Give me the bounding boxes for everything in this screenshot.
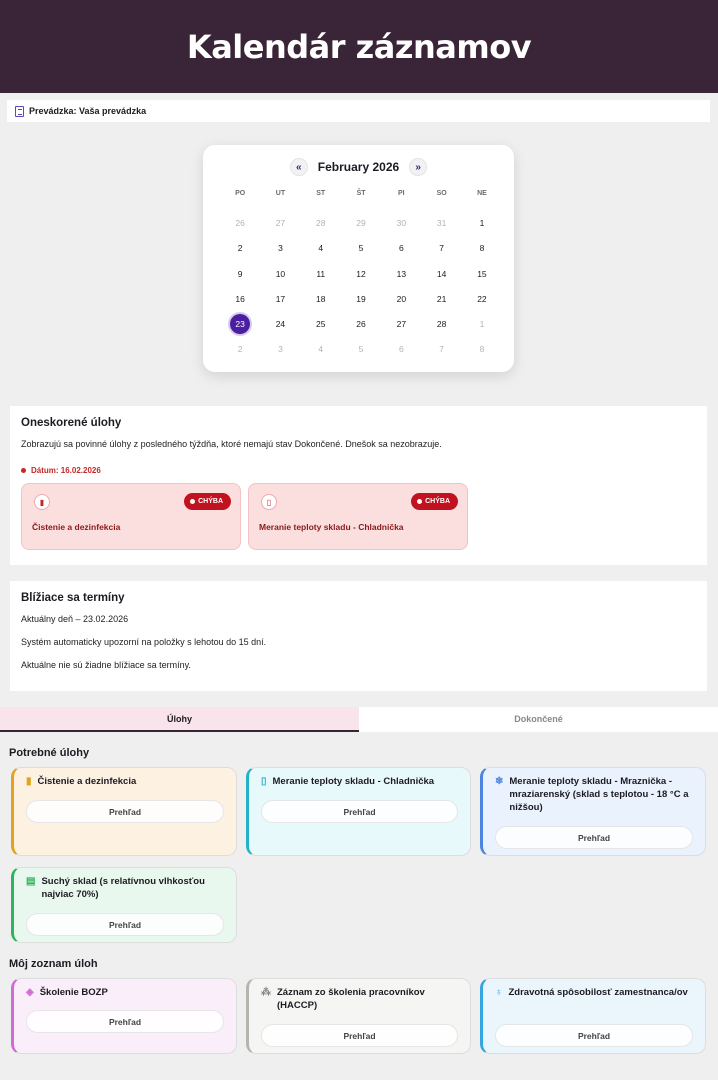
calendar-day[interactable]: 12 bbox=[356, 268, 366, 279]
task-name: Školenie BOZP bbox=[39, 987, 108, 998]
overdue-date bbox=[21, 466, 696, 475]
calendar-day[interactable]: 16 bbox=[235, 293, 245, 304]
overdue-description: Zobrazujú sa povinné úlohy z posledného týždňa, ktoré nemajú stav Dokončené. Dnešok sa nezobrazuje. bbox=[21, 439, 442, 449]
task-card[interactable] bbox=[246, 978, 471, 1054]
calendar-day[interactable]: 3 bbox=[278, 243, 283, 254]
page-header bbox=[0, 0, 718, 93]
calendar-day[interactable]: 5 bbox=[358, 243, 364, 254]
calendar-grid bbox=[220, 185, 502, 363]
calendar-day[interactable]: 3 bbox=[278, 344, 283, 355]
overdue-date-label: Dátum: 16.02.2026 bbox=[31, 466, 101, 475]
tab-tasks[interactable]: Úlohy bbox=[0, 707, 359, 732]
my-tasks-title: Môj zoznam úloh bbox=[9, 958, 98, 970]
calendar-day-selected[interactable]: 23 bbox=[220, 312, 260, 337]
calendar-day[interactable]: 4 bbox=[318, 243, 324, 254]
calendar-day[interactable]: 22 bbox=[477, 293, 487, 304]
overview-button[interactable]: Prehľad bbox=[26, 913, 224, 936]
training-group-icon: ⁂ bbox=[261, 987, 271, 998]
weekday-label: ŠT bbox=[356, 190, 366, 197]
calendar-day[interactable]: 27 bbox=[275, 218, 286, 228]
upcoming-title: Blížiace sa termíny bbox=[21, 592, 125, 604]
calendar-day[interactable]: 24 bbox=[275, 319, 286, 330]
calendar-day[interactable]: 6 bbox=[398, 243, 404, 254]
weekday-label: SO bbox=[436, 190, 447, 197]
calendar-day[interactable]: 15 bbox=[477, 268, 487, 279]
date-dot-icon bbox=[21, 468, 26, 473]
spray-bottle-icon: ▮ bbox=[26, 776, 32, 787]
calendar-day[interactable]: 31 bbox=[436, 218, 447, 228]
calendar-day[interactable]: 13 bbox=[396, 268, 407, 279]
stethoscope-icon: ♁ bbox=[495, 987, 503, 998]
overview-button[interactable]: Prehľad bbox=[261, 800, 458, 823]
overview-button[interactable]: Prehľad bbox=[26, 1010, 224, 1033]
task-name: Suchý sklad (s relatívnou vlhkosťou najviac 70%) bbox=[41, 876, 205, 900]
calendar-day[interactable]: 8 bbox=[479, 344, 485, 355]
calendar-day[interactable]: 30 bbox=[396, 218, 407, 228]
calendar-header bbox=[203, 157, 514, 177]
overview-button[interactable]: Prehľad bbox=[495, 1024, 693, 1047]
task-name: Záznam zo školenia pracovníkov (HACCP) bbox=[277, 987, 425, 1011]
upcoming-deadlines-panel bbox=[10, 581, 707, 691]
overdue-title: Oneskorené úlohy bbox=[21, 417, 122, 429]
fridge-icon: ▯ bbox=[261, 776, 267, 787]
facility-label: Prevádzka: Vaša prevádzka bbox=[29, 106, 147, 116]
spray-bottle-icon: ▮ bbox=[34, 494, 50, 510]
task-card[interactable] bbox=[11, 767, 237, 856]
calendar-day[interactable]: 1 bbox=[479, 319, 485, 330]
calendar-day[interactable]: 8 bbox=[479, 243, 485, 254]
calendar-day[interactable]: 26 bbox=[235, 218, 245, 228]
current-day: Aktuálny deň – 23.02.2026 bbox=[21, 614, 129, 624]
calendar-day[interactable]: 7 bbox=[439, 344, 444, 355]
task-card[interactable] bbox=[480, 978, 706, 1054]
calendar-day[interactable]: 27 bbox=[396, 319, 407, 330]
calendar-day[interactable]: 29 bbox=[356, 218, 366, 228]
calendar-day[interactable]: 1 bbox=[479, 218, 485, 228]
task-name: Čistenie a dezinfekcia bbox=[37, 776, 137, 787]
overview-button[interactable]: Prehľad bbox=[495, 826, 693, 849]
calendar-day[interactable]: 11 bbox=[316, 268, 326, 279]
missing-badge: CHÝBA bbox=[411, 493, 458, 510]
calendar-day[interactable]: 21 bbox=[436, 293, 447, 304]
task-card[interactable] bbox=[11, 867, 237, 943]
overdue-task-name: Meranie teploty skladu - Chladnička bbox=[259, 522, 404, 532]
calendar-day[interactable]: 10 bbox=[275, 268, 286, 279]
calendar-day[interactable]: 2 bbox=[237, 243, 243, 254]
task-card[interactable] bbox=[246, 767, 471, 856]
task-name: Meranie teploty skladu - Mraznička - mraziarenský (sklad s teplotou - 18 °C a nižšou) bbox=[509, 776, 689, 813]
graduation-cap-icon: ◈ bbox=[26, 987, 34, 998]
snowflake-icon: ❄ bbox=[495, 776, 504, 787]
weekday-label: PI bbox=[398, 190, 405, 197]
prev-month-button[interactable]: « bbox=[290, 158, 308, 176]
facility-bar[interactable] bbox=[7, 100, 710, 122]
task-card[interactable] bbox=[11, 978, 237, 1054]
calendar-day[interactable]: 18 bbox=[316, 293, 326, 304]
weekday-label: UT bbox=[275, 190, 286, 197]
required-tasks-title: Potrebné úlohy bbox=[9, 747, 90, 759]
calendar-day[interactable]: 4 bbox=[318, 344, 324, 355]
overview-button[interactable]: Prehľad bbox=[261, 1024, 458, 1047]
calendar-day[interactable]: 28 bbox=[436, 319, 447, 330]
calendar-day[interactable]: 6 bbox=[398, 344, 404, 355]
fridge-icon: ▯ bbox=[261, 494, 277, 510]
archive-box-icon: ▤ bbox=[26, 876, 36, 887]
month-label: February 2026 bbox=[317, 160, 400, 174]
calendar-day[interactable]: 20 bbox=[396, 293, 407, 304]
calendar-day[interactable]: 17 bbox=[275, 293, 286, 304]
calendar-day[interactable]: 28 bbox=[316, 218, 326, 228]
overdue-task-card[interactable] bbox=[21, 483, 241, 550]
building-icon bbox=[15, 106, 24, 117]
calendar-day[interactable]: 25 bbox=[316, 319, 326, 330]
calendar-day[interactable]: 26 bbox=[356, 319, 366, 330]
calendar-day[interactable]: 7 bbox=[439, 243, 444, 254]
calendar-day[interactable]: 9 bbox=[237, 268, 243, 279]
next-month-button[interactable]: » bbox=[409, 158, 427, 176]
calendar-widget bbox=[203, 145, 514, 372]
task-name: Meranie teploty skladu - Chladnička bbox=[272, 776, 435, 787]
weekday-label: NE bbox=[477, 190, 487, 197]
upcoming-note: Systém automaticky upozorní na položky s lehotou do 15 dní. bbox=[21, 637, 267, 647]
overview-button[interactable]: Prehľad bbox=[26, 800, 224, 823]
task-card[interactable] bbox=[480, 767, 706, 856]
overdue-task-card[interactable] bbox=[248, 483, 468, 550]
calendar-day[interactable]: 14 bbox=[436, 268, 447, 279]
task-tabs bbox=[0, 707, 718, 732]
missing-badge: CHÝBA bbox=[184, 493, 231, 510]
task-name: Zdravotná spôsobilosť zamestnanca/ov bbox=[508, 987, 688, 998]
calendar-day[interactable]: 5 bbox=[358, 344, 364, 355]
calendar-day[interactable]: 2 bbox=[237, 344, 243, 355]
page-title: Kalendár záznamov bbox=[186, 27, 532, 66]
upcoming-empty: Aktuálne nie sú žiadne blížiace sa termíny. bbox=[21, 660, 191, 670]
calendar-day[interactable]: 19 bbox=[356, 293, 366, 304]
weekday-label: PO bbox=[235, 190, 246, 197]
tab-completed[interactable]: Dokončené bbox=[359, 707, 718, 732]
weekday-label: ST bbox=[316, 190, 326, 197]
overdue-tasks-panel bbox=[10, 406, 707, 565]
overdue-task-name: Čistenie a dezinfekcia bbox=[32, 522, 121, 532]
